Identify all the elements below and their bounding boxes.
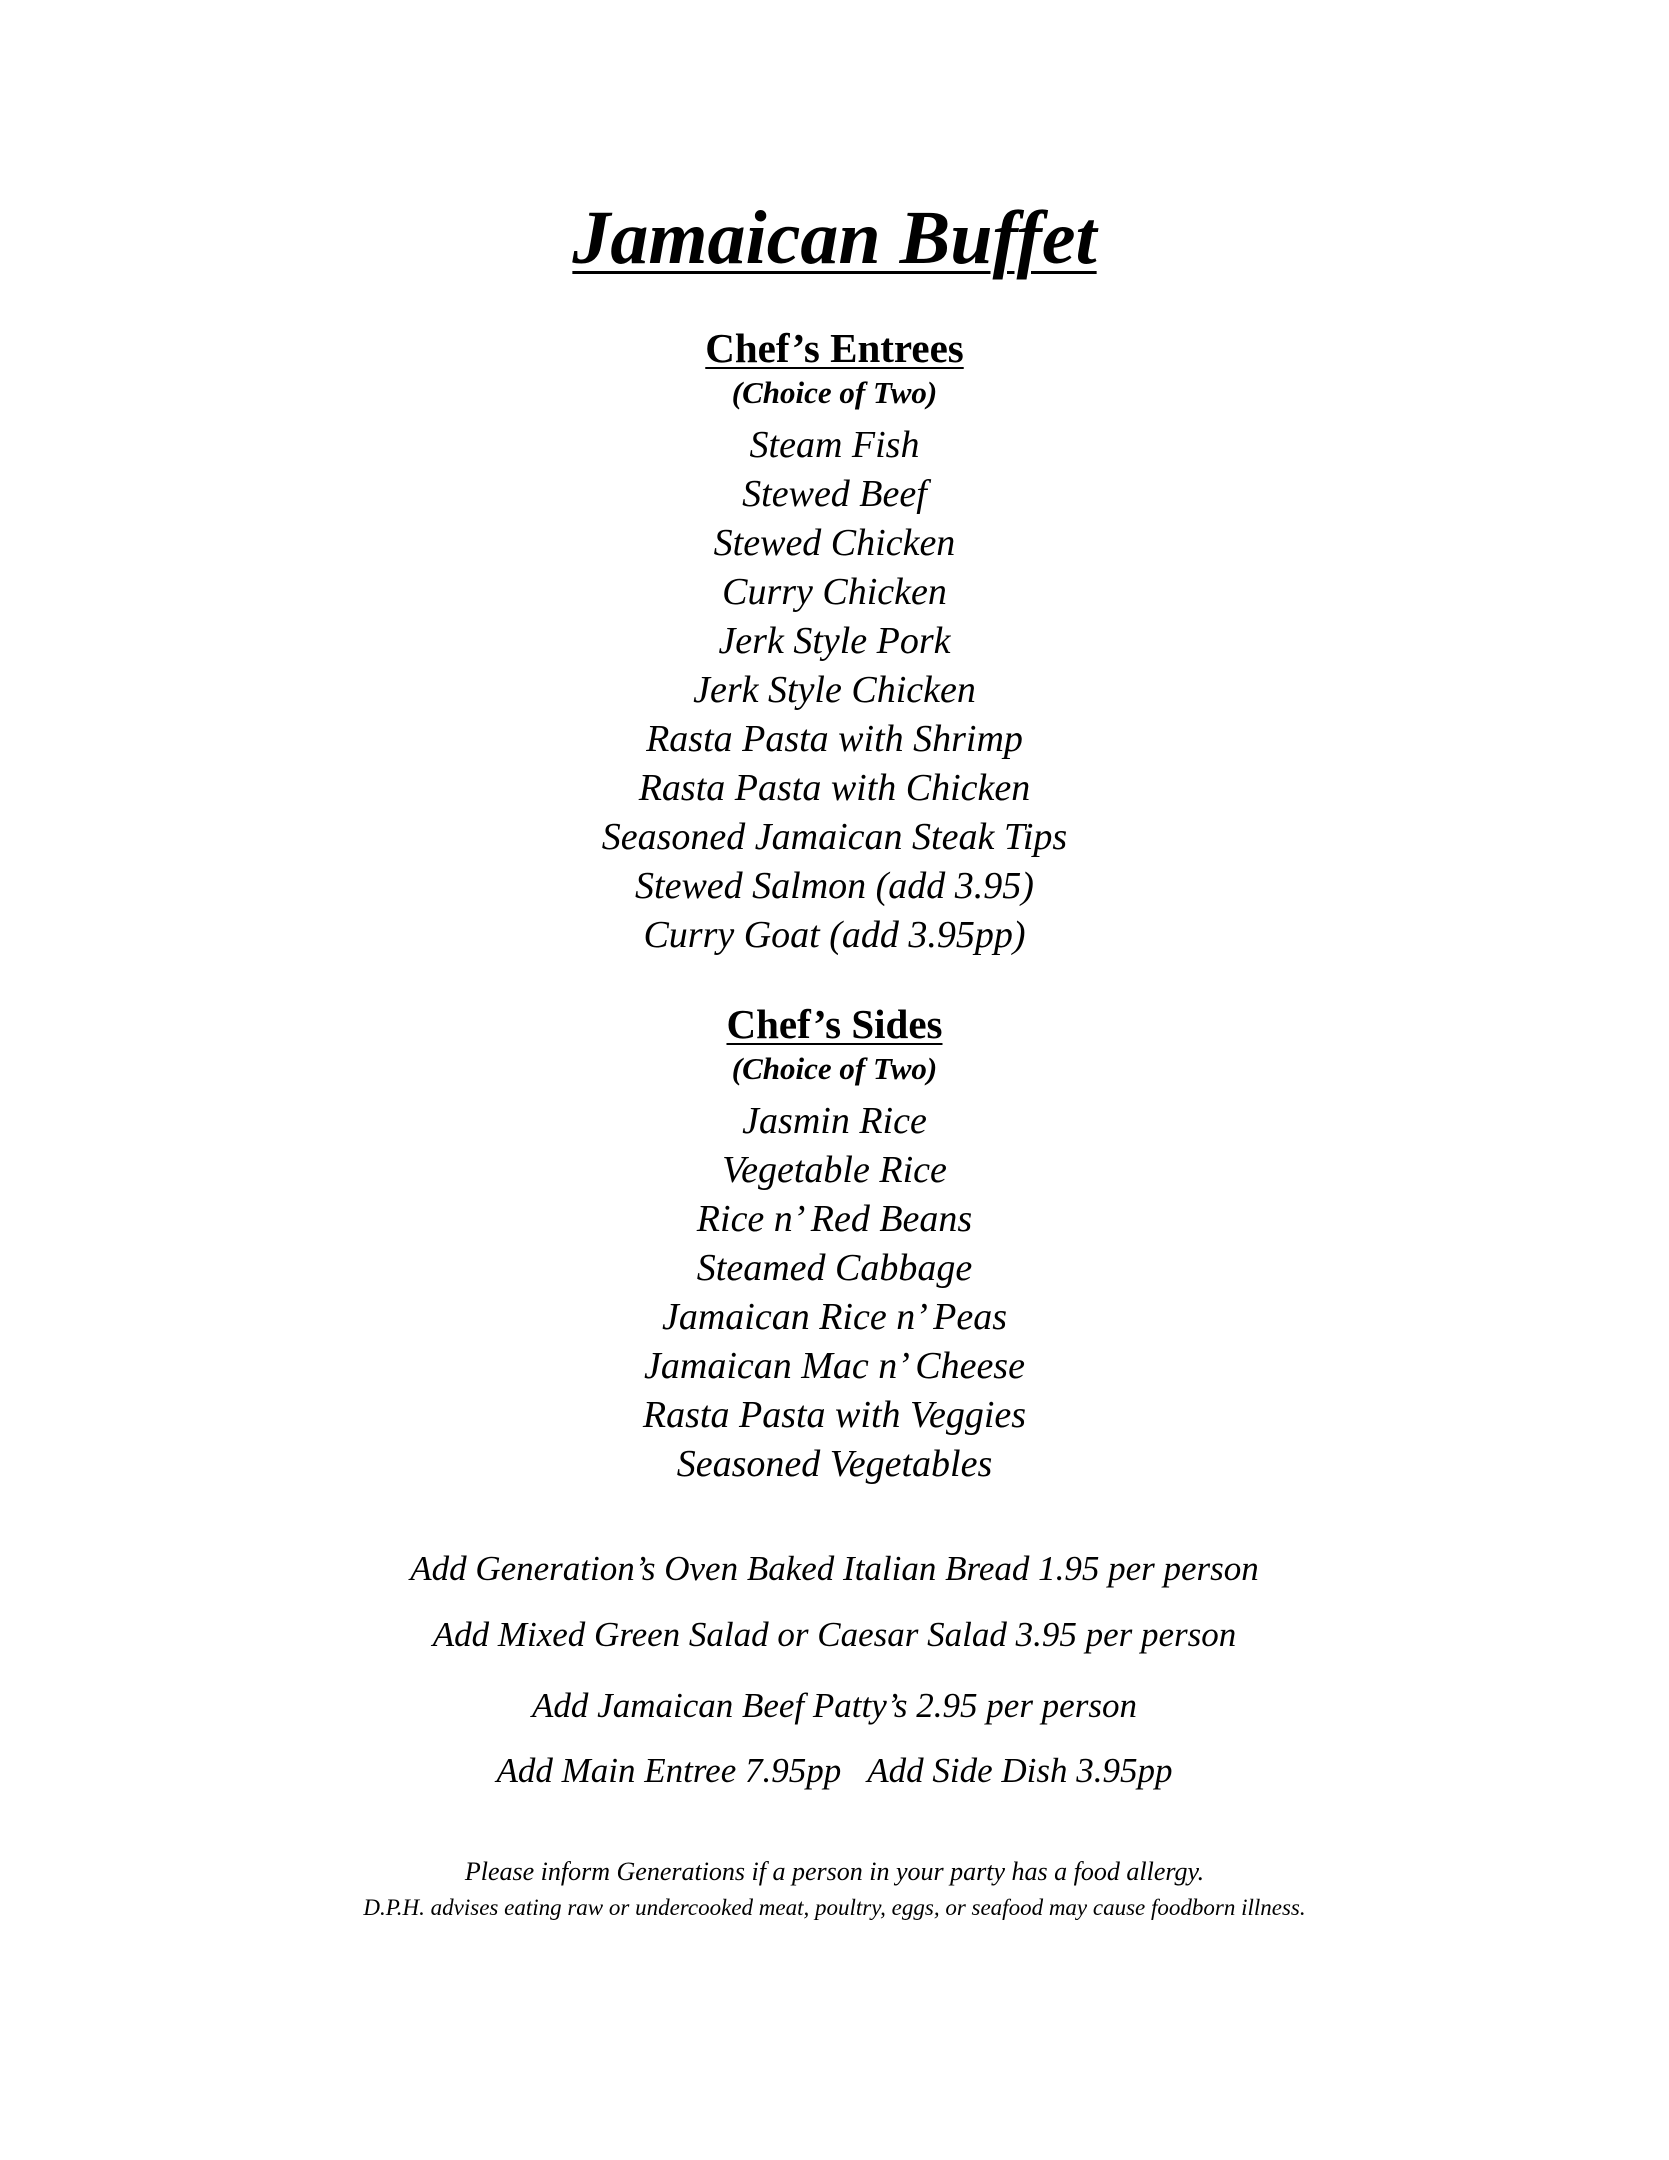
side-item: Rice n’ Red Beans [696,1198,973,1241]
entree-item: Rasta Pasta with Shrimp [646,718,1023,761]
side-item: Rasta Pasta with Veggies [642,1394,1027,1437]
entrees-section [0,326,1669,960]
side-item: Vegetable Rice [722,1149,947,1192]
addon-patty: Add Jamaican Beef Patty’s 2.95 per person [532,1686,1137,1725]
side-item: Jasmin Rice [742,1100,927,1143]
entree-item: Stewed Salmon (add 3.95) [635,865,1034,908]
allergy-notice: Please inform Generations if a person in your party has a food allergy. [464,1857,1205,1886]
disclaimer [0,1853,1669,1924]
entree-item: Stewed Chicken [713,522,956,565]
entrees-list [0,421,1669,960]
entrees-heading: Chef’s Entrees [705,325,964,371]
addon-side-dish: Add Side Dish 3.95pp [867,1751,1173,1790]
entree-item: Steam Fish [749,424,920,467]
addon-bread: Add Generation’s Oven Baked Italian Bread 1.95 per person [410,1549,1259,1588]
side-item: Jamaican Rice n’ Peas [661,1296,1008,1339]
menu-title: Jamaican Buffet [572,196,1097,280]
sides-section [0,1002,1669,1489]
entree-item: Rasta Pasta with Chicken [638,767,1031,810]
entree-item: Curry Goat (add 3.95pp) [643,914,1026,957]
entree-item: Stewed Beef [742,473,927,516]
addon-main-entree: Add Main Entree 7.95pp [496,1751,842,1790]
sides-heading: Chef’s Sides [726,1001,943,1047]
side-item: Jamaican Mac n’ Cheese [644,1345,1025,1388]
entree-item: Curry Chicken [722,571,947,614]
addon-salad: Add Mixed Green Salad or Caesar Salad 3.95 per person [432,1615,1237,1654]
entree-item: Jerk Style Chicken [693,669,976,712]
entree-item: Jerk Style Pork [718,620,951,663]
dph-advisory: D.P.H. advises eating raw or undercooked meat, poultry, eggs, or seafood may cause foodborn illness. [363,1894,1306,1920]
sides-list [0,1097,1669,1489]
side-item: Seasoned Vegetables [676,1443,993,1486]
sides-choice-note: (Choice of Two) [731,1051,938,1087]
side-item: Steamed Cabbage [696,1247,973,1290]
entree-item: Seasoned Jamaican Steak Tips [601,816,1068,859]
entrees-choice-note: (Choice of Two) [731,375,938,411]
addon-extra-dishes [0,1750,1669,1792]
